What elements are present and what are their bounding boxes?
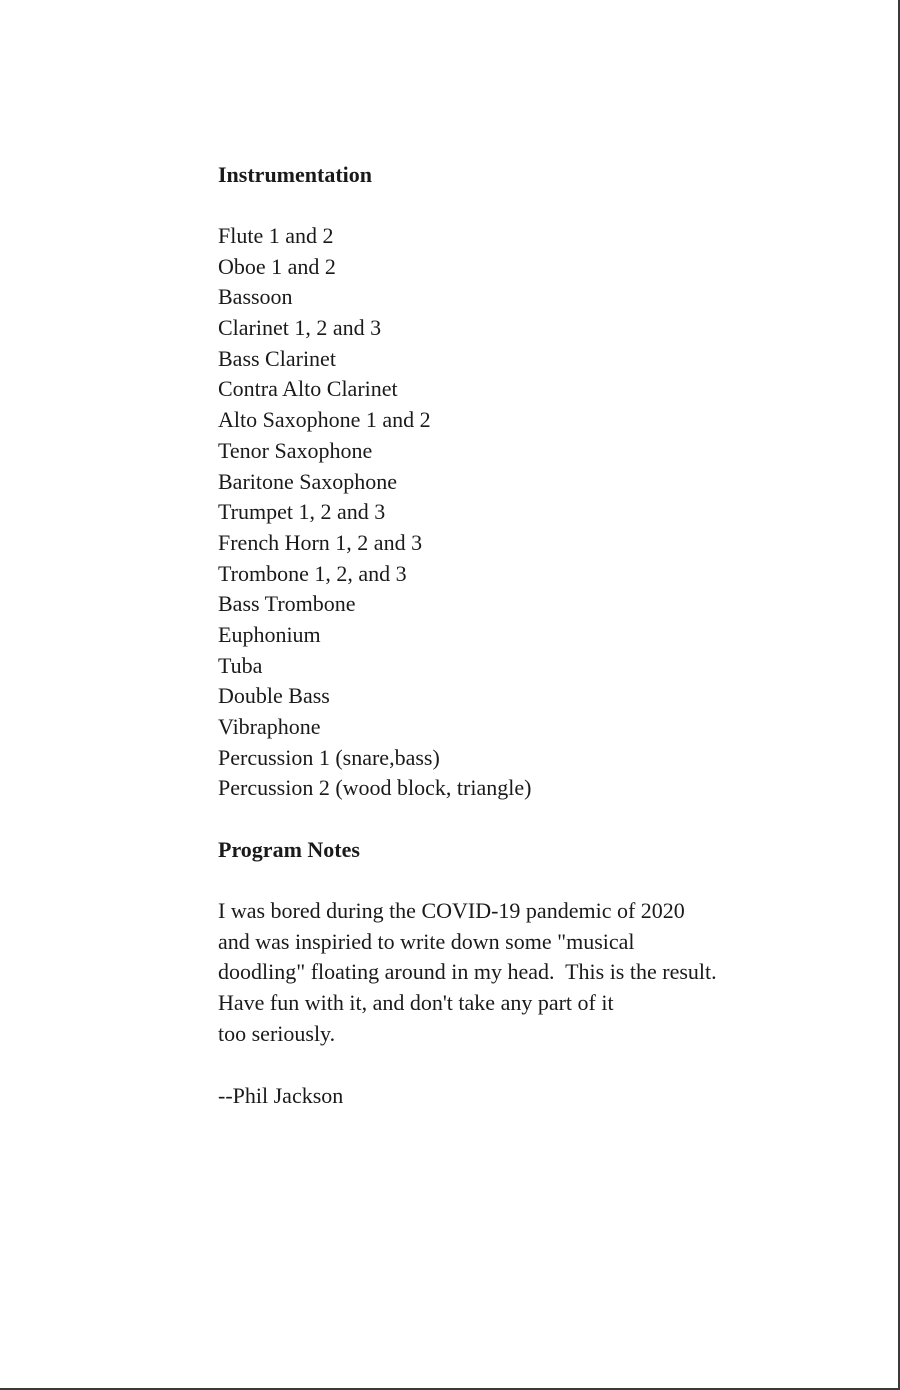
instrument-item: Vibraphone [218,714,321,739]
program-notes-body [218,896,858,1049]
author-signature: --Phil Jackson [218,1082,344,1108]
instrument-item: Baritone Saxophone [218,468,398,494]
instrument-item: Trombone 1, 2, and 3 [218,560,407,586]
instrument-item: Bassoon [218,284,293,310]
program-notes-heading: Program Notes [218,837,360,863]
instrumentation-heading: Instrumentation [218,162,373,187]
instrument-item: French Horn 1, 2 and 3 [218,529,423,555]
program-notes-line: I was bored during the COVID-19 pandemic of 2020 [218,898,685,924]
page-content [218,160,858,1111]
instrument-item: Tuba [218,652,263,678]
instrument-item: Bass Trombone [218,591,356,617]
instrument-item: Double Bass [218,683,330,709]
instrument-item: Tenor Saxophone [218,437,373,463]
instrument-item: Oboe 1 and 2 [218,253,336,279]
instrument-item: Bass Clarinet [218,345,336,371]
instrument-item: Trumpet 1, 2 and 3 [218,499,386,525]
instrument-item: Alto Saxophone 1 and 2 [218,407,431,433]
instrument-item: Euphonium [218,621,321,647]
instrument-item: Contra Alto Clarinet [218,376,398,402]
instrument-item: Percussion 1 (snare,bass) [218,744,440,770]
program-notes-line: and was inspiried to write down some "musical [218,928,635,954]
program-notes-line: too seriously. [218,1020,336,1046]
instrument-item: Flute 1 and 2 [218,223,334,248]
instrument-item: Clarinet 1, 2 and 3 [218,315,382,341]
program-notes-line: doodling" floating around in my head. This is the result. [218,959,717,985]
program-notes-line: Have fun with it, and don't take any part of it [218,990,614,1016]
instrument-item: Percussion 2 (wood block, triangle) [218,775,532,801]
instrument-list [218,221,858,804]
